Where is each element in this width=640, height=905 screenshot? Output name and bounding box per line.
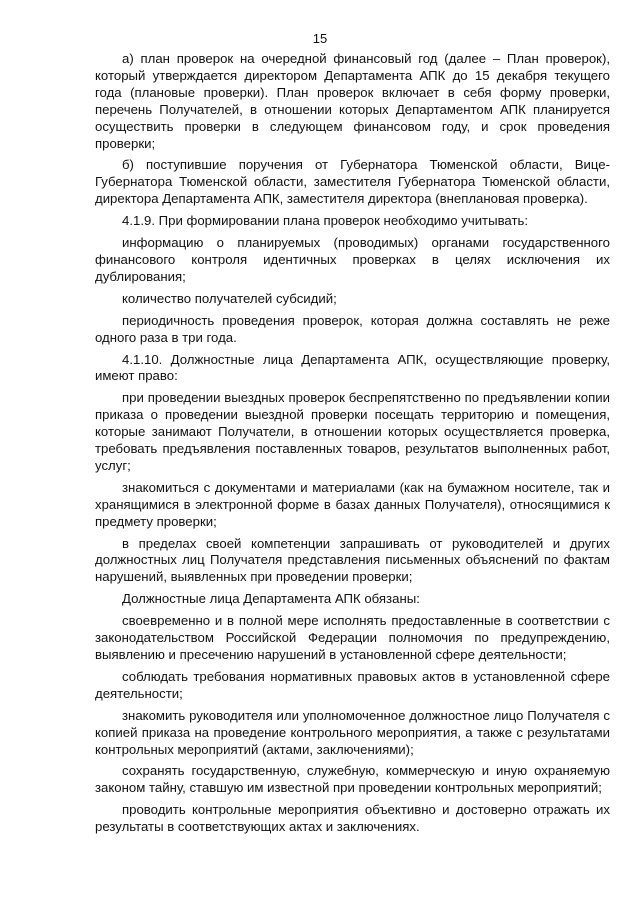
paragraph-4-1-10: 4.1.10. Должностные лица Департамента АПК, осуществляющие проверку, имеют право: xyxy=(95,351,610,384)
document-body xyxy=(95,51,610,841)
paragraph-svoevremenno: своевременно и в полной мере исполнять предоставленные в соответствии с законодательством Российской Федерации полномочия по предупреждению, выявлению и пресечению нарушений в установленной сфере деятельности; xyxy=(95,613,610,662)
paragraph-obyazany: Должностные лица Департамента АПК обязаны: xyxy=(122,591,420,607)
page-number: 15 xyxy=(312,31,328,46)
paragraph-plan-proverok: а) план проверок на очередной финансовый год (далее – План проверок), который утверждается директором Департамента АПК до 15 декабря текущего года (плановые проверки). План проверок включает в себя форму проверки, перечень Получателей, в отношении которых Департаментом АПК планируется осуществить проверки в следующем финансовом году, и срок проведения проверки; xyxy=(95,51,610,151)
paragraph-znakomit: знакомить руководителя или уполномоченное должностное лицо Получателя с копией приказа на проведение контрольного мероприятия, а также с результатами контрольных мероприятий (актами, заключениями); xyxy=(95,707,610,757)
paragraph-zaprashivat: в пределах своей компетенции запрашивать от руководителей и других должностных лиц Получателя представления письменных объяснений по фактам нарушений, выявленных при проведении проверки; xyxy=(95,535,610,585)
paragraph-sohranyat: сохранять государственную, служебную, коммерческую и иную охраняемую законом тайну, ставшую им известной при проведении контрольных мероприятий; xyxy=(95,763,610,796)
paragraph-soblyudat: соблюдать требования нормативных правовых актов в установленной сфере деятельности; xyxy=(95,668,610,701)
paragraph-4-1-9: 4.1.9. При формировании плана проверок необходимо учитывать: xyxy=(122,213,529,229)
paragraph-periodichnost: периодичность проведения проверок, которая должна составлять не реже одного раза в три года. xyxy=(95,312,610,345)
paragraph-vyezdnye-proverki: при проведении выездных проверок беспрепятственно по предъявлении копии приказа о проведении выездной проверки посещать территорию и помещения, которые занимают Получатели, в отношении которых осуществляется проверка, требовать предъявления поставленных товаров, результатов выполненных работ, услуг; xyxy=(95,390,610,473)
paragraph-porucheniya: б) поступившие поручения от Губернатора Тюменской области, Вице-Губернатора Тюменской области, заместителя Губернатора Тюменской области, директора Департамента АПК, заместителя директора (внеплановая проверка). xyxy=(95,157,610,207)
paragraph-znakomitsya: знакомиться с документами и материалами (как на бумажном носителе, так и хранящимися в электронной форме в базах данных Получателя), относящимися к предмету проверки; xyxy=(95,479,610,529)
paragraph-provodit: проводить контрольные мероприятия объективно и достоверно отражать их результаты в соответствующих актах и заключениях. xyxy=(95,802,610,835)
paragraph-kolichestvo: количество получателей субсидий; xyxy=(122,290,337,306)
paragraph-informaciya: информацию о планируемых (проводимых) органами государственного финансового контроля идентичных проверках в целях исключения их дублирования; xyxy=(95,235,610,284)
